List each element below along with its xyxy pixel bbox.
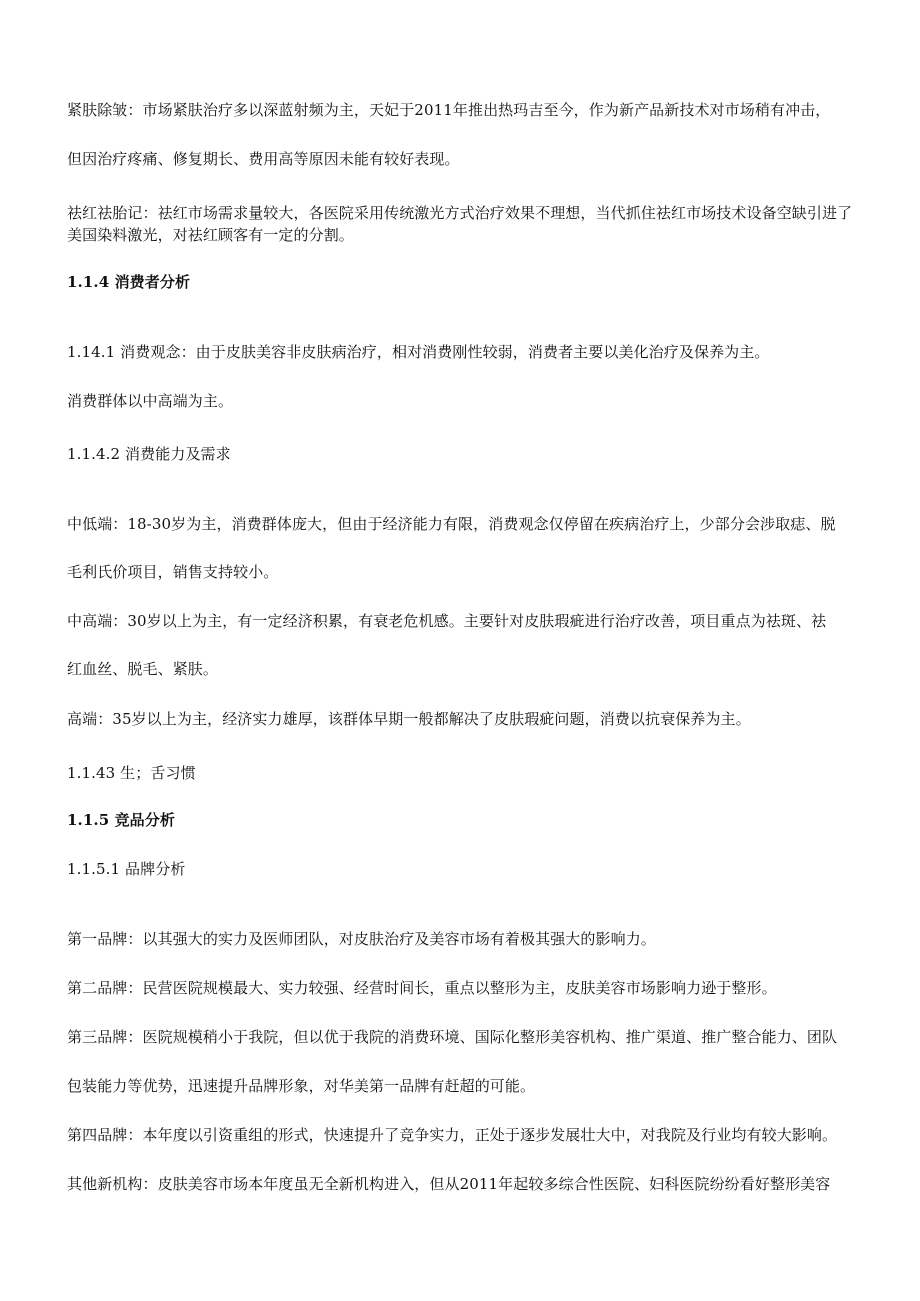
paragraph-low-end-line-2: 毛利氏价项目，销售支持较小。 [67, 563, 279, 581]
paragraph-other-new-institutions: 其他新机构：皮肤美容市场本年度虽无全新机构进入，但从2011年起较多综合性医院、妇科医院纷纷看好整形美容 [67, 1175, 831, 1193]
paragraph-redness-removal: 祛红祛胎记：祛红市场需求量较大，各医院采用传统激光方式治疗效果不理想，当代抓住祛红市场技术设备空缺引进了美国染料激光，对祛红顾客有一定的分割。 [67, 204, 853, 244]
paragraph-consumer-group: 消费群体以中高端为主。 [67, 392, 234, 410]
paragraph-third-brand-line-1: 第三品牌：医院规模稍小于我院，但以优于我院的消费环境、国际化整形美容机构、推广渠道、推广整合能力、团队 [67, 1028, 838, 1046]
paragraph-low-end-line-1: 中低端：18-30岁为主，消费群体庞大，但由于经济能力有限，消费观念仅停留在疾病治疗上，少部分会涉取痣、脱 [67, 515, 836, 533]
paragraph-third-brand-line-2: 包装能力等优势，迅速提升品牌形象，对华美第一品牌有赶超的可能。 [67, 1077, 536, 1095]
paragraph-mid-high-line-2: 红血丝、脱毛、紧肤。 [67, 660, 219, 678]
heading-living-habits: 1.1.43 生；舌习惯 [67, 764, 196, 782]
heading-brand-analysis: 1.1.5.1 品牌分析 [67, 860, 186, 878]
heading-competitor-analysis: 1.1.5 竞品分析 [67, 811, 175, 829]
paragraph-fourth-brand: 第四品牌：本年度以引资重组的形式，快速提升了竞争实力，正处于逐步发展壮大中，对我院及行业均有较大影响。 [67, 1126, 838, 1144]
paragraph-firming-line-1: 紧肤除皱：市场紧肤治疗多以深蓝射频为主，天妃于2011年推出热玛吉至今，作为新产品新技术对市场稍有冲击， [67, 101, 831, 119]
heading-consumption-ability: 1.1.4.2 消费能力及需求 [67, 445, 231, 463]
paragraph-firming-line-2: 但因治疗疼痛、修复期长、费用高等原因未能有较好表现。 [67, 150, 460, 168]
paragraph-high-end: 高端：35岁以上为主，经济实力雄厚，该群体早期一般都解决了皮肤瑕疵问题，消费以抗衰保养为主。 [67, 710, 751, 728]
paragraph-consumption-concept: 1.14.1 消费观念：由于皮肤美容非皮肤病治疗，相对消费刚性较弱，消费者主要以美化治疗及保养为主。 [67, 343, 770, 361]
heading-consumer-analysis: 1.1.4 消费者分析 [67, 273, 191, 291]
paragraph-second-brand: 第二品牌：民营医院规模最大、实力较强、经营时间长，重点以整形为主，皮肤美容市场影响力逊于整形。 [67, 979, 777, 997]
paragraph-first-brand: 第一品牌：以其强大的实力及医师团队，对皮肤治疗及美容市场有着极其强大的影响力。 [67, 930, 656, 948]
paragraph-mid-high-line-1: 中高端：30岁以上为主，有一定经济积累，有衰老危机感。主要针对皮肤瑕疵进行治疗改善，项目重点为祛斑、祛 [67, 612, 827, 630]
